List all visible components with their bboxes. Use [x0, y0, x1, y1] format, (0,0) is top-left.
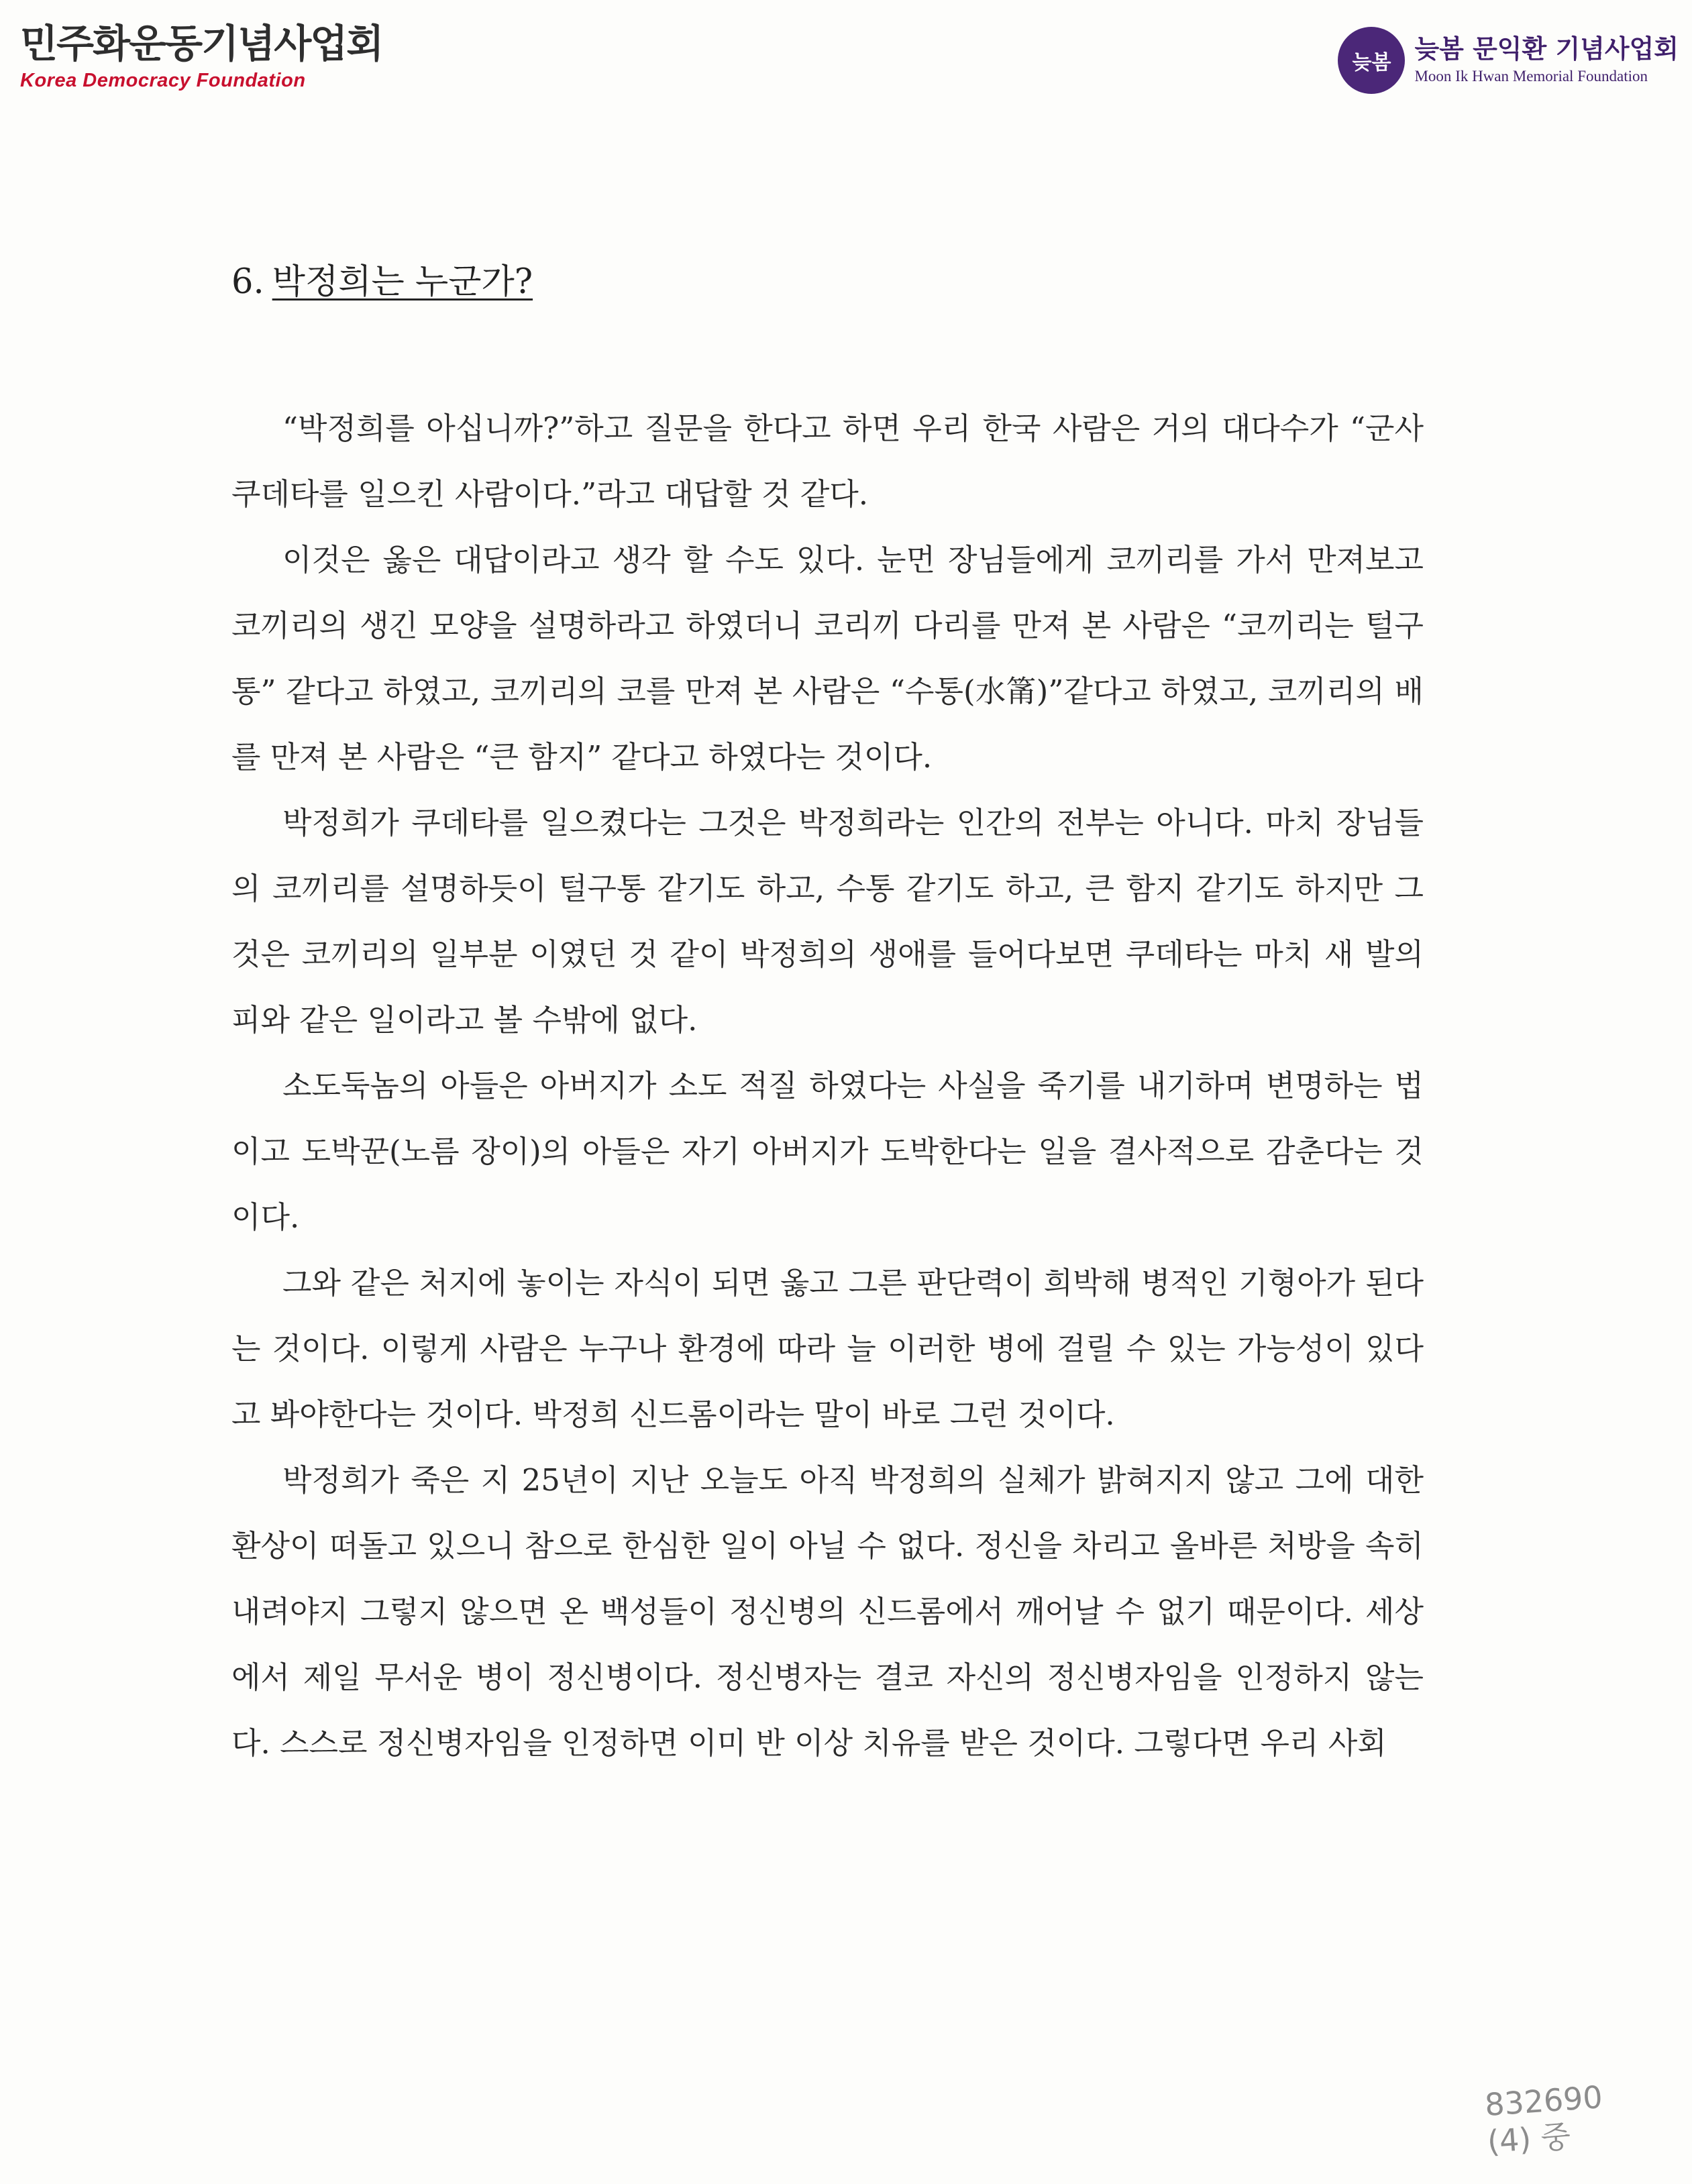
paragraph: 박정희가 쿠데타를 일으켰다는 그것은 박정희라는 인간의 전부는 아니다. 마치 장님들의 코끼리를 설명하듯이 털구통 같기도 하고, 수통 같기도 하고, 큰 함지 같기도 하지만 그것은 코끼리의 일부분 이였던 것 같이 박정희의 생애를 들어다보면 쿠데타는 마치 새 발의 피와 같은 일이라고 볼 수밖에 없다.	[231, 805, 1424, 1038]
paragraph: 박정희가 죽은 지 25년이 지난 오늘도 아직 박정희의 실체가 밝혀지지 않고 그에 대한 환상이 떠돌고 있으니 참으로 한심한 일이 아닐 수 없다. 정신을 차리고 올바른 처방을 속히 내려야지 그렇지 않으면 온 백성들이 정신병의 신드롬에서 깨어날 수 없기 때문이다. 세상에서 제일 무서운 병이 정신병이다. 정신병자는 결코 자신의 정신병자임을 인정하지 않는다. 스스로 정신병자임을 인정하면 이미 반 이상 치유를 받은 것이다. 그렇다면 우리 사회	[231, 1462, 1424, 1761]
paragraph: 그와 같은 처지에 놓이는 자식이 되면 옳고 그른 판단력이 희박해 병적인 기형아가 된다는 것이다. 이렇게 사람은 누구나 환경에 따라 늘 이러한 병에 걸릴 수 있는 가능성이 있다고 봐야한다는 것이다. 박정희 신드롬이라는 말이 바로 그런 것이다.	[231, 1265, 1424, 1432]
paragraph: 이것은 옳은 대답이라고 생각 할 수도 있다. 눈먼 장님들에게 코끼리를 가서 만져보고 코끼리의 생긴 모양을 설명하라고 하였더니 코리끼 다리를 만져 본 사람은 “코끼리는 털구통” 같다고 하였고, 코끼리의 코를 만져 본 사람은 “수통(水筩)”같다고 하였고, 코끼리의 배를 만져 본 사람은 “큰 함지” 같다고 하였다는 것이다.	[231, 542, 1424, 775]
left-logo-korean: 민주화운동기념사업회	[20, 21, 383, 66]
section-number: 6.	[231, 262, 264, 302]
moon-ik-hwan-foundation-logo	[1338, 27, 1679, 94]
section-heading	[231, 254, 533, 303]
korea-democracy-foundation-logo	[20, 21, 383, 92]
left-logo-english: Korea Democracy Foundation	[20, 70, 306, 91]
section-title: 박정희는 누군가?	[272, 262, 533, 302]
foundation-emblem-icon: 늦봄	[1338, 27, 1405, 94]
right-logo-korean: 늦봄 문익환 기념사업회	[1414, 34, 1679, 64]
paragraph: “박정희를 아십니까?”하고 질문을 한다고 하면 우리 한국 사람은 거의 대다수가 “군사쿠데타를 일으킨 사람이다.”라고 대답할 것 같다.	[231, 411, 1424, 512]
document-body	[231, 396, 1424, 1776]
handwritten-archive-number	[1483, 2079, 1606, 2161]
archive-number: 832690	[1483, 2079, 1604, 2124]
paragraph: 소도둑놈의 아들은 아버지가 소도 적질 하였다는 사실을 죽기를 내기하며 변명하는 법이고 도박꾼(노름 장이)의 아들은 자기 아버지가 도박한다는 일을 결사적으로 감춘다는 것이다.	[231, 1068, 1424, 1235]
right-logo-english: Moon Ik Hwan Memorial Foundation	[1414, 67, 1648, 85]
archive-page-note: (4) 중	[1486, 2118, 1572, 2161]
